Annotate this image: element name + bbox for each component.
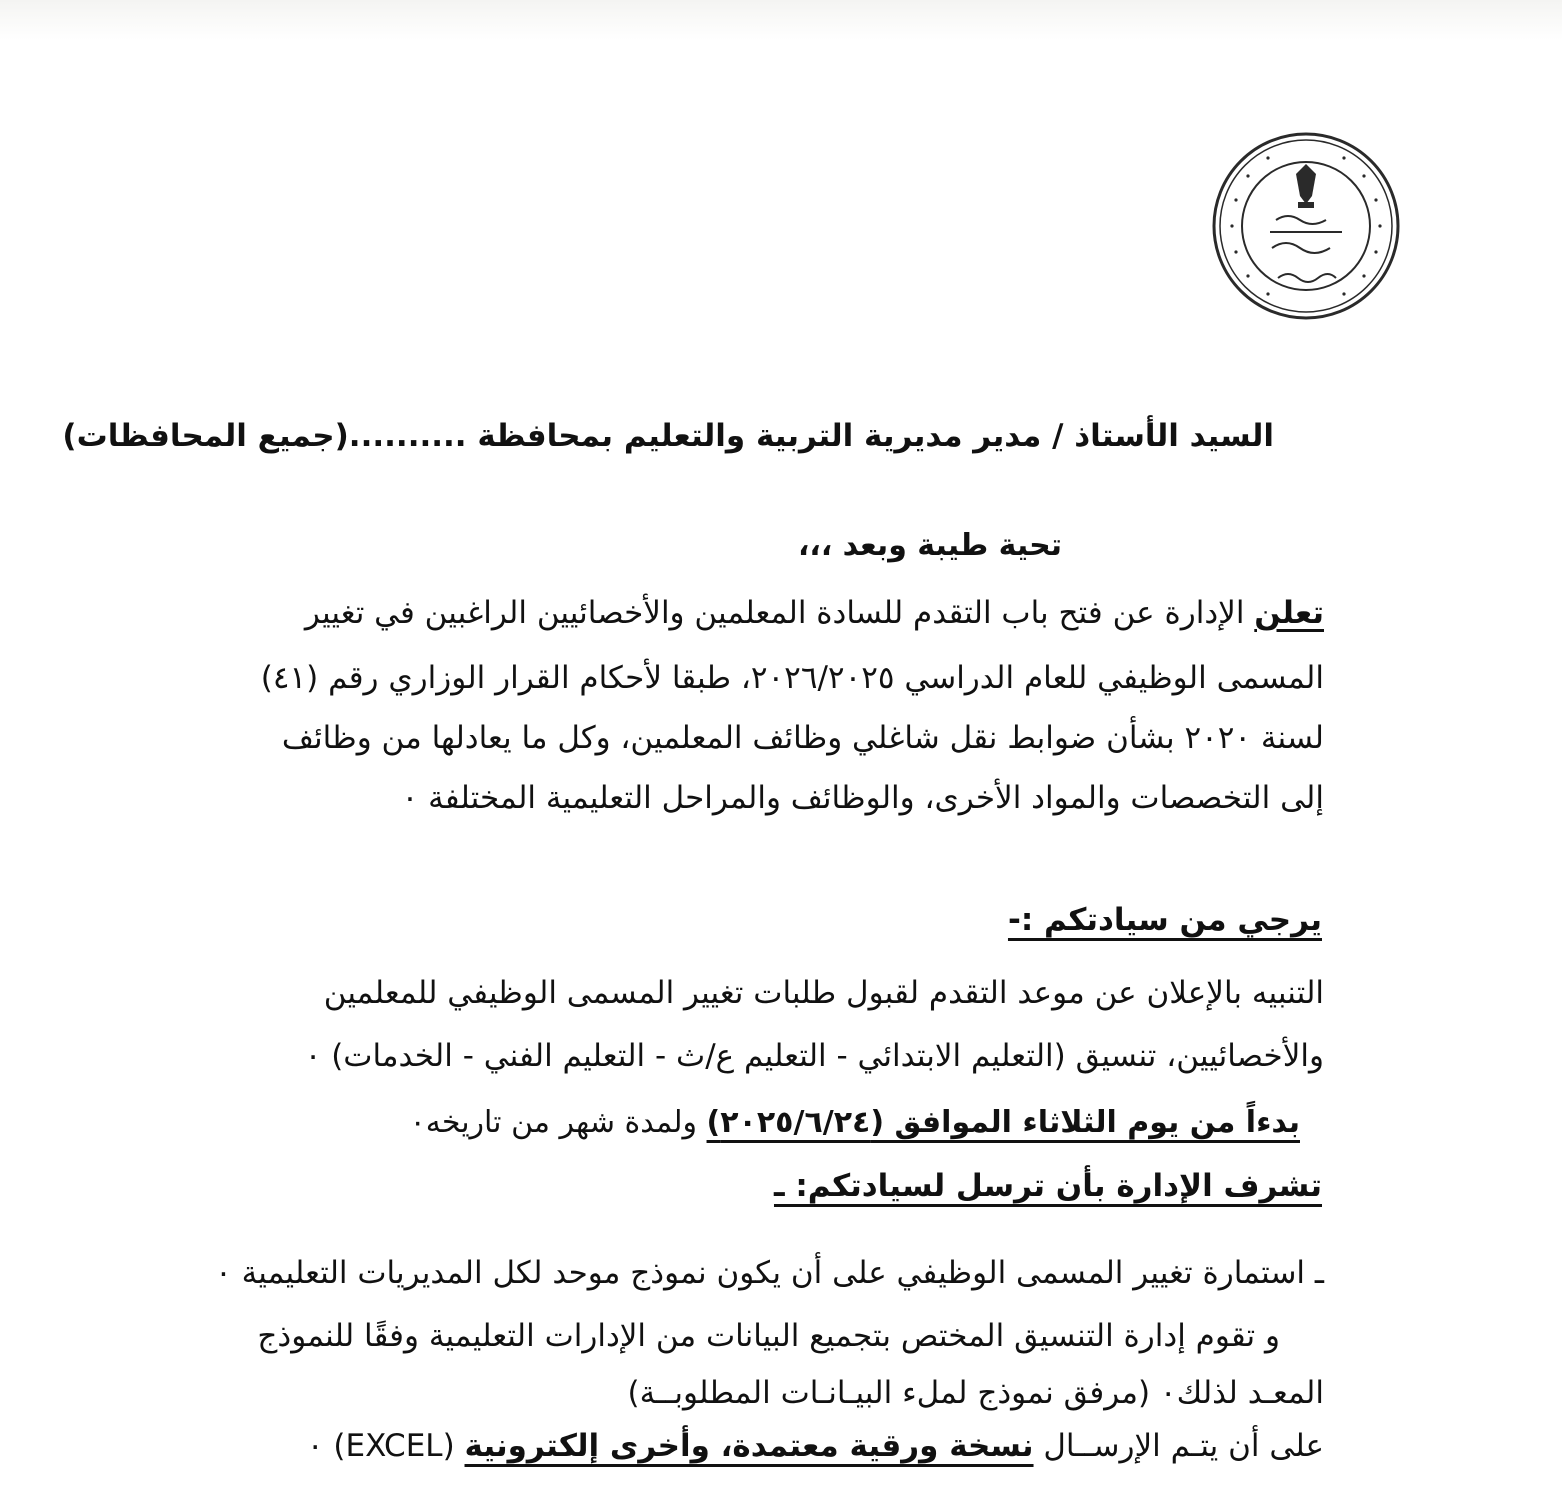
addressee-line: السيد الأستاذ / مدير مديرية التربية والتعليم بمحافظة ..........(جميع المحافظات) (62, 418, 1274, 454)
request-line-2: والأخصائيين، تنسيق (التعليم الابتدائي - التعليم ع/ث - التعليم الفني - الخدمات) ٠ (304, 1038, 1324, 1074)
send-line-3: المعـد لذلك٠ (مرفق نموذج لملء البيـانـات المطلوبــة) (627, 1375, 1324, 1411)
send-line-4-excel: (EXCEL) ٠ (306, 1428, 465, 1464)
announcement-line-1 (305, 595, 1324, 631)
start-date-rest: ولمدة شهر من تاريخه٠ (409, 1105, 707, 1140)
announcement-line-1-text: الإدارة عن فتح باب التقدم للسادة المعلمين والأخصائيين الراغبين في تغيير (304, 595, 1255, 631)
send-line-2: و تقوم إدارة التنسيق المختص بتجميع البيانات من الإدارات التعليمية وفقًا للنموذج (257, 1318, 1280, 1354)
send-line-4-start: على أن يتـم الإرســال (1033, 1428, 1324, 1464)
start-date-underlined: بدءاً من يوم الثلاثاء الموافق (٢٠٢٥/٦/٢٤) (706, 1105, 1300, 1140)
announcement-line-2: المسمى الوظيفي للعام الدراسي ٢٠٢٦/٢٠٢٥، طبقا لأحكام القرار الوزاري رقم (٤١) (260, 660, 1324, 696)
request-heading: يرجي من سيادتكم :- (1007, 902, 1322, 938)
send-line-1: ـ استمارة تغيير المسمى الوظيفي على أن يكون نموذج موحد لكل المديريات التعليمية ٠ (215, 1255, 1324, 1291)
send-heading: تشرف الإدارة بأن ترسل لسيادتكم: ـ (773, 1168, 1322, 1204)
greeting: تحية طيبة وبعد ،،، (798, 528, 1062, 563)
send-line-4-underlined: نسخة ورقية معتمدة، وأخرى إلكترونية (464, 1428, 1034, 1464)
announcement-line-3: لسنة ٢٠٢٠ بشأن ضوابط نقل شاغلي وظائف المعلمين، وكل ما يعادلها من وظائف (281, 720, 1324, 756)
send-line-4 (307, 1428, 1324, 1464)
start-date-line (410, 1105, 1300, 1140)
announcement-line-4: إلى التخصصات والمواد الأخرى، والوظائف والمراحل التعليمية المختلفة ٠ (401, 780, 1324, 816)
official-seal-icon (1208, 128, 1404, 324)
announcement-lead: تعلن (1254, 595, 1324, 631)
request-line-1: التنبيه بالإعلان عن موعد التقدم لقبول طلبات تغيير المسمى الوظيفي للمعلمين (323, 975, 1324, 1011)
